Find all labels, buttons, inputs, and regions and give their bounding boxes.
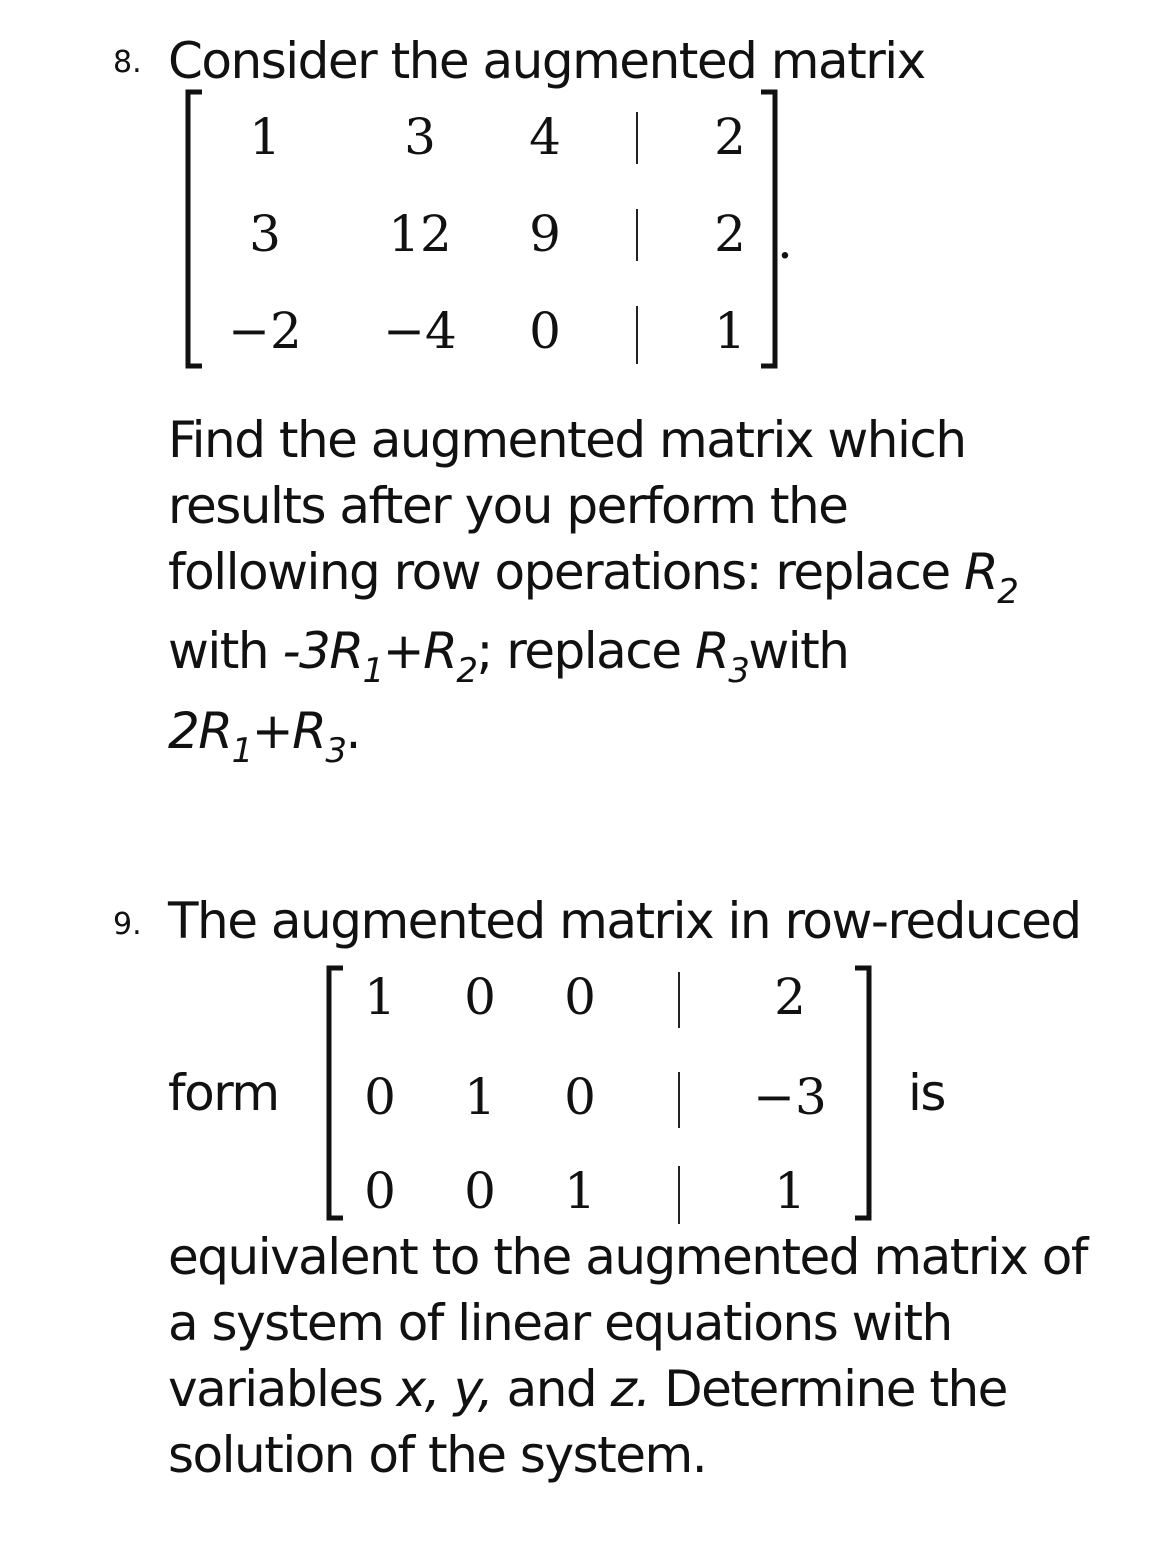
q9-cell-r1c4: 2 xyxy=(774,968,806,1026)
right-bracket xyxy=(852,966,872,1222)
q9-cell-r1c1: 1 xyxy=(364,968,396,1026)
q9-form-word: form xyxy=(168,1064,279,1122)
q8-matrix-period: . xyxy=(777,212,793,270)
q8-cell-r2c3: 9 xyxy=(529,205,561,263)
q9-cell-r3c3: 1 xyxy=(564,1162,596,1220)
q8-text-line2: results after you perform the xyxy=(168,477,848,535)
q9-cell-r1c3: 0 xyxy=(564,968,596,1026)
q8-cell-r1c4: 2 xyxy=(714,108,746,166)
q9-cell-r2c4: −3 xyxy=(753,1068,827,1126)
q9-separator-row1 xyxy=(678,972,680,1028)
q9-cell-r3c4: 1 xyxy=(774,1162,806,1220)
q8-cell-r2c1: 3 xyxy=(249,205,281,263)
q8-cell-r3c4: 1 xyxy=(714,302,746,360)
q9-cell-r2c1: 0 xyxy=(364,1068,396,1126)
q8-separator-row3 xyxy=(636,306,638,364)
q9-cell-r2c3: 0 xyxy=(564,1068,596,1126)
q9-separator-row2 xyxy=(678,1072,680,1128)
question-8-intro: Consider the augmented matrix xyxy=(168,32,925,90)
q8-separator-row2 xyxy=(636,209,638,261)
q9-cell-r3c1: 0 xyxy=(364,1162,396,1220)
q9-text-line2: a system of linear equations with xyxy=(168,1294,952,1352)
q9-text-line1: equivalent to the augmented matrix of xyxy=(168,1228,1087,1286)
q8-cell-r1c3: 4 xyxy=(529,108,561,166)
q8-text-line1: Find the augmented matrix which xyxy=(168,411,966,469)
question-9-intro: The augmented matrix in row-reduced xyxy=(168,892,1081,950)
q8-cell-r3c3: 0 xyxy=(529,302,561,360)
q8-cell-r2c2: 12 xyxy=(388,205,452,263)
q8-text-line4: with $-3R_1+R_2$; replace $R_3with$ xyxy=(168,622,849,691)
q9-is-word: is xyxy=(908,1064,945,1122)
q8-separator-row1 xyxy=(636,112,638,164)
q9-text-line4: solution of the system. xyxy=(168,1426,707,1484)
q8-cell-r3c2: −4 xyxy=(383,302,457,360)
q8-cell-r1c2: 3 xyxy=(404,108,436,166)
left-bracket xyxy=(185,90,205,370)
question-9-number: 9. xyxy=(113,907,142,942)
q9-text-line3: variables x, y, and z. Determine the xyxy=(168,1360,1007,1418)
q8-text-line5: $2R_1+R_3$. xyxy=(168,702,360,771)
q8-text-line3: following row operations: replace $R_2$ xyxy=(168,543,1018,612)
q9-cell-r2c2: 1 xyxy=(464,1068,496,1126)
q8-cell-r2c4: 2 xyxy=(714,205,746,263)
q9-cell-r1c2: 0 xyxy=(464,968,496,1026)
q8-cell-r3c1: −2 xyxy=(228,302,302,360)
question-8-number: 8. xyxy=(113,45,142,80)
q9-separator-row3 xyxy=(678,1166,680,1224)
q9-cell-r3c2: 0 xyxy=(464,1162,496,1220)
q8-cell-r1c1: 1 xyxy=(249,108,281,166)
